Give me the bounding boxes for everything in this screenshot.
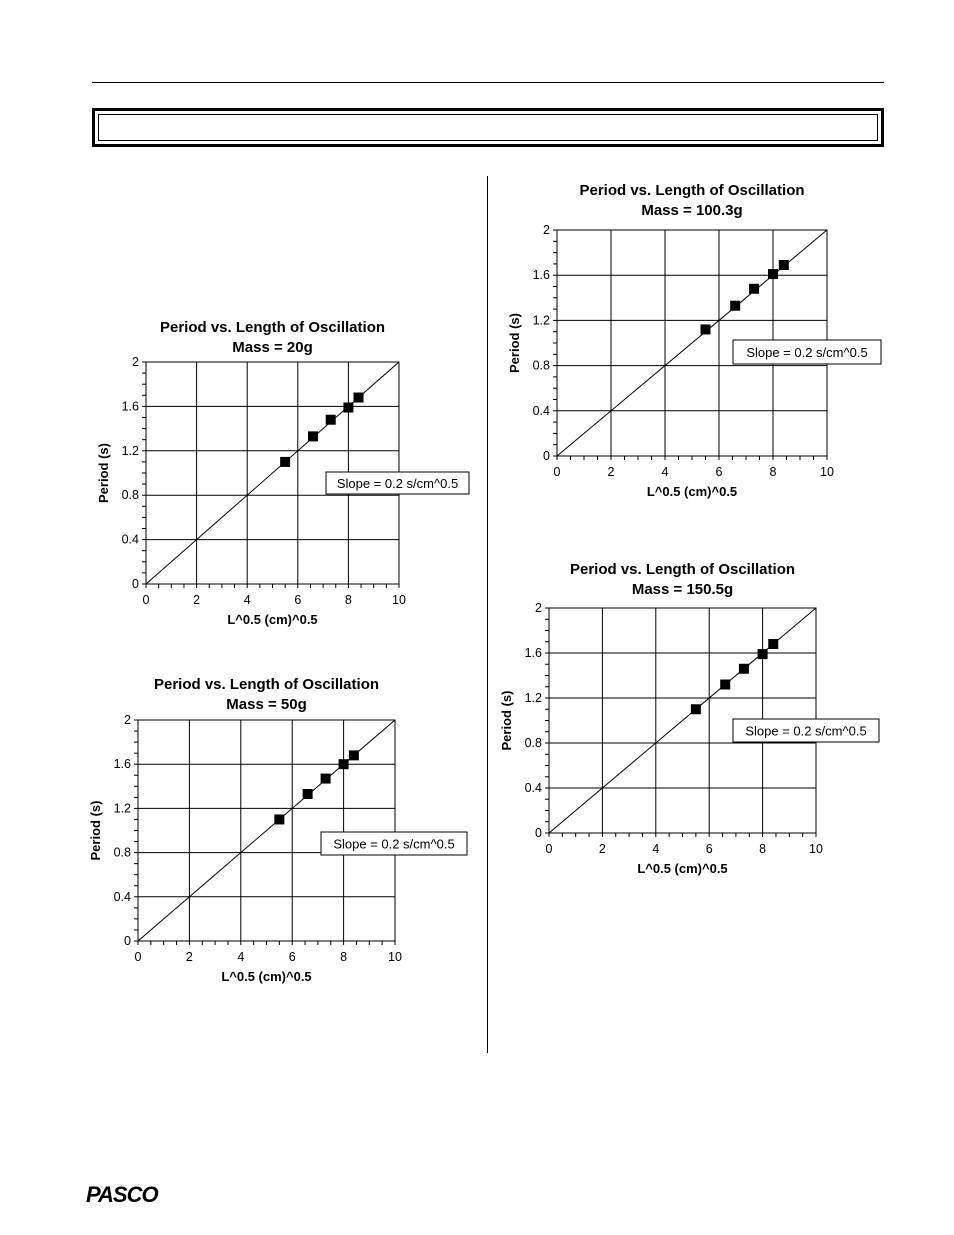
- x-tick-label: 6: [705, 842, 713, 856]
- data-point: [326, 415, 336, 425]
- data-point: [758, 649, 768, 659]
- y-tick-label: 1.2: [121, 443, 139, 458]
- x-axis-label: L^0.5 (cm)^0.5: [646, 484, 738, 499]
- y-tick-label: 0.8: [532, 358, 550, 373]
- x-tick-label: 6: [294, 593, 302, 607]
- y-tick-label: 0.4: [121, 532, 139, 547]
- x-axis-label: L^0.5 (cm)^0.5: [221, 969, 312, 984]
- y-tick-label: 2: [132, 355, 139, 369]
- chart-subtitle: Mass = 100.3g: [641, 202, 743, 219]
- x-tick-label: 0: [553, 465, 561, 479]
- data-point: [354, 393, 364, 403]
- chart-subtitle: Mass = 50g: [226, 696, 307, 713]
- x-tick-label: 10: [820, 465, 834, 479]
- chart-title: Period vs. Length of Oscillation: [159, 319, 386, 336]
- header-rule: [92, 82, 884, 83]
- x-tick-label: 4: [661, 465, 669, 479]
- data-point: [739, 664, 749, 674]
- slope-annotation-text: Slope = 0.2 s/cm^0.5: [333, 836, 455, 852]
- y-tick-label: 0.4: [113, 889, 131, 904]
- x-tick-label: 10: [809, 842, 823, 856]
- y-axis-label: Period (s): [499, 690, 514, 751]
- slope-annotation-text: Slope = 0.2 s/cm^0.5: [336, 476, 459, 491]
- y-tick-label: 0.8: [121, 488, 139, 503]
- data-point: [749, 284, 759, 294]
- pasco-logo: PASCO: [86, 1182, 158, 1207]
- data-point: [308, 431, 318, 441]
- x-tick-label: 4: [652, 842, 660, 856]
- data-point: [339, 759, 349, 769]
- y-axis-label: Period (s): [507, 313, 522, 373]
- data-point: [768, 639, 778, 649]
- x-tick-label: 4: [243, 593, 251, 607]
- slope-annotation-text: Slope = 0.2 s/cm^0.5: [746, 345, 868, 360]
- y-tick-label: 0.8: [113, 845, 131, 860]
- data-point: [349, 750, 359, 760]
- x-axis-label: L^0.5 (cm)^0.5: [637, 861, 728, 876]
- section-title-box: [92, 108, 884, 147]
- chart-subtitle: Mass = 20g: [232, 339, 313, 356]
- chart-subtitle: Mass = 150.5g: [631, 581, 734, 598]
- data-point: [730, 301, 740, 311]
- y-tick-label: 0: [124, 934, 131, 948]
- x-tick-label: 0: [545, 842, 553, 856]
- data-point: [701, 324, 711, 334]
- x-tick-label: 6: [715, 465, 723, 479]
- x-tick-label: 10: [392, 593, 406, 607]
- x-tick-label: 8: [769, 465, 777, 479]
- y-tick-label: 1.2: [113, 801, 131, 816]
- y-tick-label: 0: [543, 449, 550, 463]
- y-tick-label: 1.6: [532, 268, 550, 283]
- y-tick-label: 1.6: [524, 646, 542, 660]
- x-tick-label: 2: [607, 465, 615, 479]
- x-tick-label: 4: [237, 950, 245, 964]
- x-tick-label: 0: [142, 593, 150, 607]
- x-tick-label: 8: [759, 842, 767, 856]
- x-tick-label: 0: [134, 950, 142, 964]
- y-tick-label: 0.8: [524, 736, 542, 750]
- y-tick-label: 0: [132, 577, 139, 591]
- y-tick-label: 0: [535, 826, 542, 840]
- y-tick-label: 1.6: [121, 399, 139, 414]
- y-tick-label: 2: [124, 713, 131, 727]
- chart-mass-50g: [84, 673, 474, 993]
- chart-mass-150-5g: [494, 558, 894, 882]
- section-title-box-inner: [98, 114, 878, 141]
- chart-mass-20g: [92, 316, 472, 636]
- x-tick-label: 8: [340, 950, 348, 964]
- x-tick-label: 10: [388, 950, 402, 964]
- data-point: [691, 704, 701, 714]
- x-axis-label: L^0.5 (cm)^0.5: [227, 612, 318, 627]
- y-tick-label: 1.2: [532, 313, 550, 328]
- data-point: [280, 457, 290, 467]
- y-tick-label: 2: [535, 601, 542, 615]
- data-point: [303, 789, 313, 799]
- x-tick-label: 2: [185, 950, 193, 964]
- column-divider: [487, 176, 488, 1053]
- y-tick-label: 1.2: [524, 691, 542, 705]
- y-tick-label: 1.6: [113, 757, 131, 772]
- data-point: [768, 269, 778, 279]
- data-point: [343, 403, 353, 413]
- data-point: [720, 680, 730, 690]
- chart-mass-100-3g: [502, 178, 892, 502]
- y-axis-label: Period (s): [96, 443, 111, 503]
- x-tick-label: 8: [344, 593, 352, 607]
- x-tick-label: 6: [288, 950, 296, 964]
- data-point: [779, 260, 789, 270]
- y-axis-label: Period (s): [88, 800, 103, 861]
- x-tick-label: 2: [598, 842, 606, 856]
- chart-title: Period vs. Length of Oscillation: [569, 561, 796, 578]
- x-tick-label: 2: [193, 593, 201, 607]
- y-tick-label: 2: [543, 223, 550, 237]
- y-tick-label: 0.4: [532, 403, 550, 418]
- chart-title: Period vs. Length of Oscillation: [153, 676, 380, 693]
- data-point: [321, 774, 331, 784]
- y-tick-label: 0.4: [524, 781, 542, 795]
- slope-annotation-text: Slope = 0.2 s/cm^0.5: [745, 723, 867, 739]
- data-point: [274, 814, 284, 824]
- chart-title: Period vs. Length of Oscillation: [579, 182, 805, 199]
